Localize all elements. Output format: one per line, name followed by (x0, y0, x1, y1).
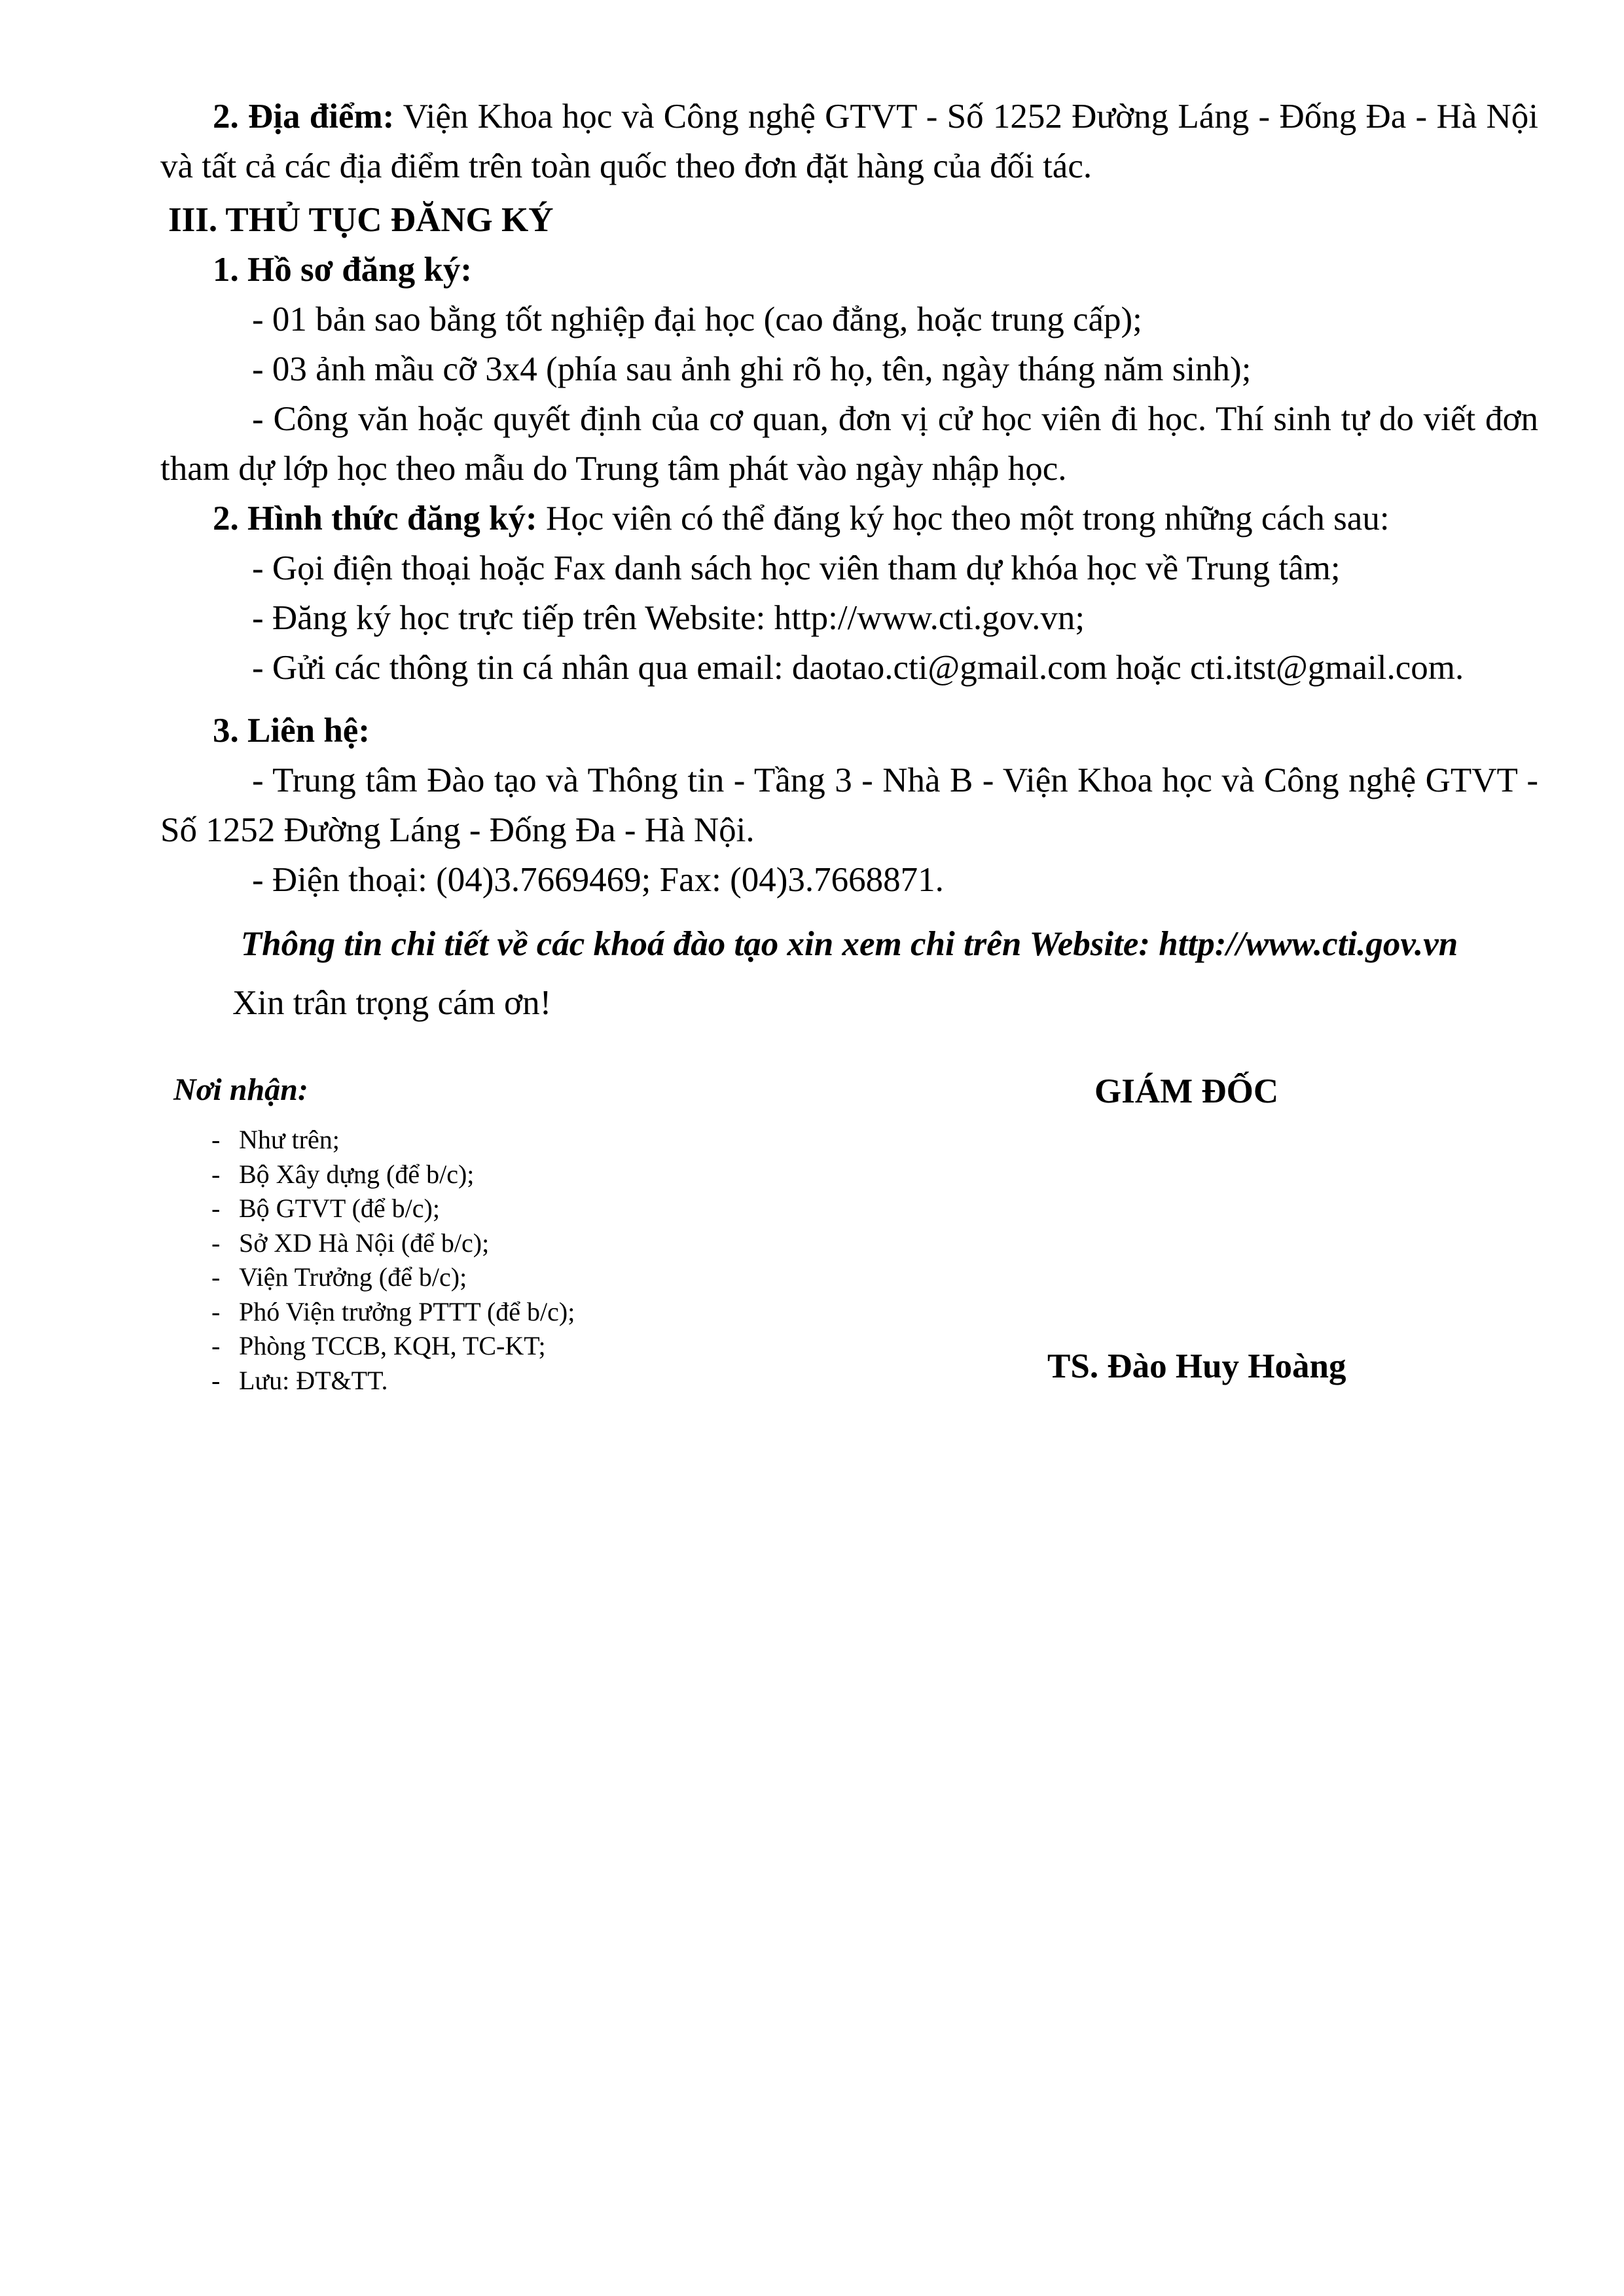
contact-item-2: - Điện thoại: (04)3.7669469; Fax: (04)3.7668871. (252, 861, 944, 899)
dossier-item-3: - Công văn hoặc quyết định của cơ quan, đơn vị cử học viên đi học. Thí sinh tự do viết đơn tham dự lớp học theo mẫu do Trung tâm phát vào ngày nhập học. (160, 400, 1538, 488)
section-heading-registration-procedure: III. THỦ TỤC ĐĂNG KÝ (168, 201, 554, 239)
recipient-item: - Phòng TCCB, KQH, TC-KT; (211, 1329, 575, 1364)
signer-title: GIÁM ĐỐC (1094, 1072, 1279, 1110)
thanks-line: Xin trân trọng cám ơn! (232, 984, 552, 1022)
document-body (160, 92, 1538, 1028)
website-note: Thông tin chi tiết về các khoá đào tạo xin xem chi trên Website: http://www.cti.gov.vn (240, 925, 1458, 963)
recipient-item: - Viện Trưởng (để b/c); (211, 1260, 575, 1295)
location-text: Viện Khoa học và Công nghệ GTVT - Số 1252 Đường Láng - Đống Đa - Hà Nội và tất cả các địa điểm trên toàn quốc theo đơn đặt hàng của đối tác. (160, 98, 1538, 185)
recipient-item: - Lưu: ĐT&TT. (211, 1364, 575, 1398)
recipient-item: - Bộ Xây dựng (để b/c); (211, 1157, 575, 1192)
contact-item-1: - Trung tâm Đào tạo và Thông tin - Tầng 3 - Nhà B - Viện Khoa học và Công nghệ GTVT - Số 1252 Đường Láng - Đống Đa - Hà Nội. (160, 761, 1538, 849)
registration-item-1: - Gọi điện thoại hoặc Fax danh sách học viên tham dự khóa học về Trung tâm; (252, 549, 1341, 587)
location-label: 2. Địa điểm: (213, 98, 395, 136)
recipient-item: - Bộ GTVT (để b/c); (211, 1192, 575, 1226)
recipient-item: - Như trên; (211, 1123, 575, 1157)
registration-item-2: - Đăng ký học trực tiếp trên Website: http://www.cti.gov.vn; (252, 599, 1085, 637)
recipients-list (211, 1123, 575, 1398)
registration-item-3: - Gửi các thông tin cá nhân qua email: daotao.cti@gmail.com hoặc cti.itst@gmail.com. (252, 649, 1464, 687)
footer-section (160, 1070, 1538, 1437)
recipient-item: - Phó Viện trưởng PTTT (để b/c); (211, 1295, 575, 1330)
registration-text: Học viên có thể đăng ký học theo một trong những cách sau: (537, 500, 1390, 538)
dossier-label: 1. Hồ sơ đăng ký: (213, 251, 473, 289)
location-paragraph (160, 92, 1538, 191)
recipients-title: Nơi nhận: (173, 1072, 308, 1107)
registration-paragraph (160, 494, 1538, 543)
registration-label: 2. Hình thức đăng ký: (213, 500, 537, 538)
recipient-item: - Sở XD Hà Nội (để b/c); (211, 1226, 575, 1261)
contact-label: 3. Liên hệ: (213, 712, 370, 750)
dossier-item-2: - 03 ảnh mầu cỡ 3x4 (phía sau ảnh ghi rõ họ, tên, ngày tháng năm sinh); (252, 350, 1252, 388)
signer-name: TS. Đào Huy Hoàng (1047, 1347, 1346, 1385)
dossier-item-1: - 01 bản sao bằng tốt nghiệp đại học (cao đẳng, hoặc trung cấp); (252, 301, 1142, 338)
